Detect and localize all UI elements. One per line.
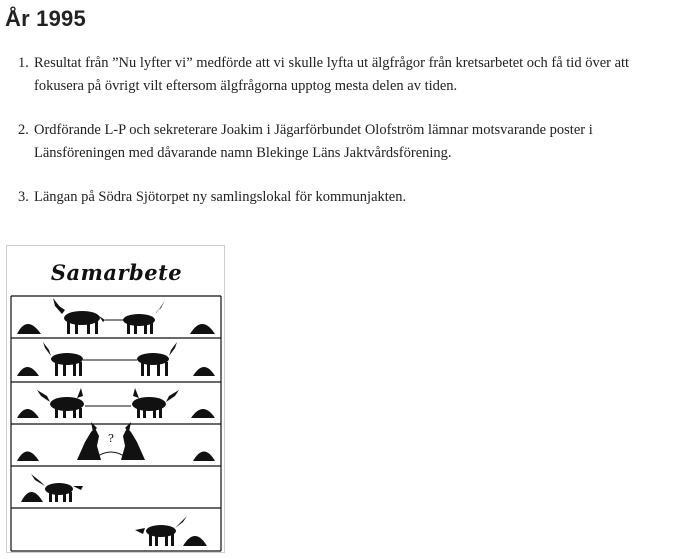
- hay-pile: [191, 409, 215, 418]
- donkey-figure: [123, 300, 165, 334]
- hay-pile: [17, 409, 39, 418]
- panel-6: [135, 516, 207, 546]
- donkey-figure: [146, 516, 187, 546]
- hay-pile: [193, 452, 215, 462]
- hay-pile: [17, 324, 41, 334]
- donkey-figure: [53, 298, 105, 334]
- hay-pile: [190, 324, 215, 334]
- hay-pile: [21, 492, 43, 502]
- donkey-figure: [137, 342, 177, 376]
- donkey-figure: [37, 388, 84, 418]
- donkey-figure: [121, 422, 145, 460]
- panel-3: [17, 388, 215, 418]
- hay-pile: [183, 536, 207, 546]
- cartoon-drawing: [7, 246, 226, 554]
- panel-5: [21, 474, 83, 502]
- panel-2: [17, 342, 215, 376]
- cartoon-frame: [11, 296, 221, 551]
- page-heading: År 1995: [5, 6, 86, 31]
- list-item: Resultat från ”Nu lyfter vi” medförde att vi skulle lyfta ut älgfrågor från kretsarbetet och få tid över att fokusera på övrigt vilt eftersom älgfrågorna upptog mesta delen av tiden.: [34, 55, 630, 94]
- event-list: [0, 52, 674, 230]
- donkey-figure: [43, 342, 83, 376]
- list-item: Ordförande L-P och sekreterare Joakim i Jägarförbundet Olofström lämnar motsvarande poster i Länsföreningen med dåvarande namn Blekinge Läns Jaktvårdsförening.: [34, 122, 593, 161]
- cooperation-cartoon: [6, 245, 225, 553]
- hay-pile: [17, 367, 39, 376]
- donkey-figure: [77, 422, 101, 460]
- donkey-figure: [132, 388, 179, 418]
- hay-pile: [17, 452, 39, 462]
- list-item: Längan på Södra Sjötorpet ny samlingslokal för kommunjakten.: [34, 189, 407, 205]
- cartoon-title: Samarbete: [50, 260, 183, 285]
- panel-1: [17, 298, 215, 334]
- panel-4: [17, 422, 215, 461]
- question-mark: ?: [108, 432, 114, 445]
- hay-pile: [193, 367, 215, 376]
